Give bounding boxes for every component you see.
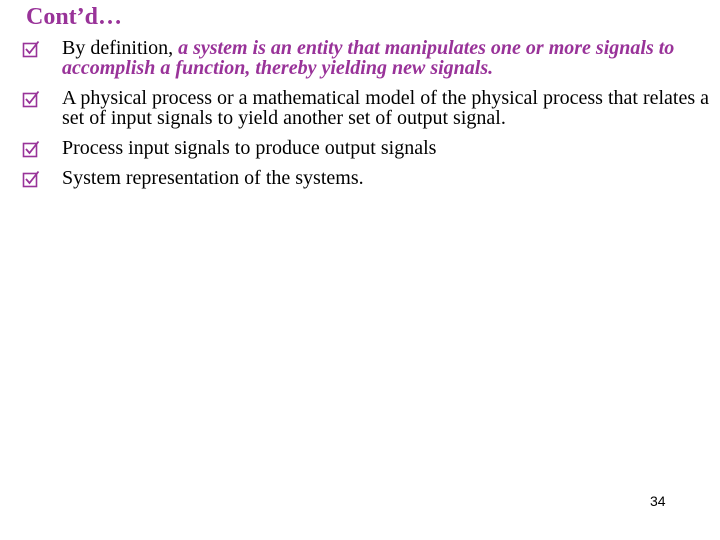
bullet-item	[22, 138, 712, 158]
bullet-text: By definition,	[62, 37, 179, 59]
checkbox-checked-icon	[22, 90, 40, 108]
bullet-text: System representation of the systems.	[62, 167, 364, 189]
checkbox-checked-icon	[22, 170, 40, 188]
bullet-emphasis: a system is an entity that manipulates one or more signals to accomplish a function, thereby yielding new signals.	[62, 37, 675, 79]
bullet-list	[22, 38, 712, 198]
bullet-item	[22, 168, 712, 188]
checkbox-checked-icon	[22, 140, 40, 158]
page-number: 34	[650, 493, 666, 509]
bullet-text: A physical process or a mathematical model of the physical process that relates a set of input signals to yield another set of output signal.	[62, 87, 710, 129]
slide-title: Cont’d…	[26, 4, 123, 30]
bullet-text: Process input signals to produce output signals	[62, 137, 437, 159]
checkbox-checked-icon	[22, 40, 40, 58]
bullet-item	[22, 88, 712, 128]
bullet-item	[22, 38, 712, 78]
